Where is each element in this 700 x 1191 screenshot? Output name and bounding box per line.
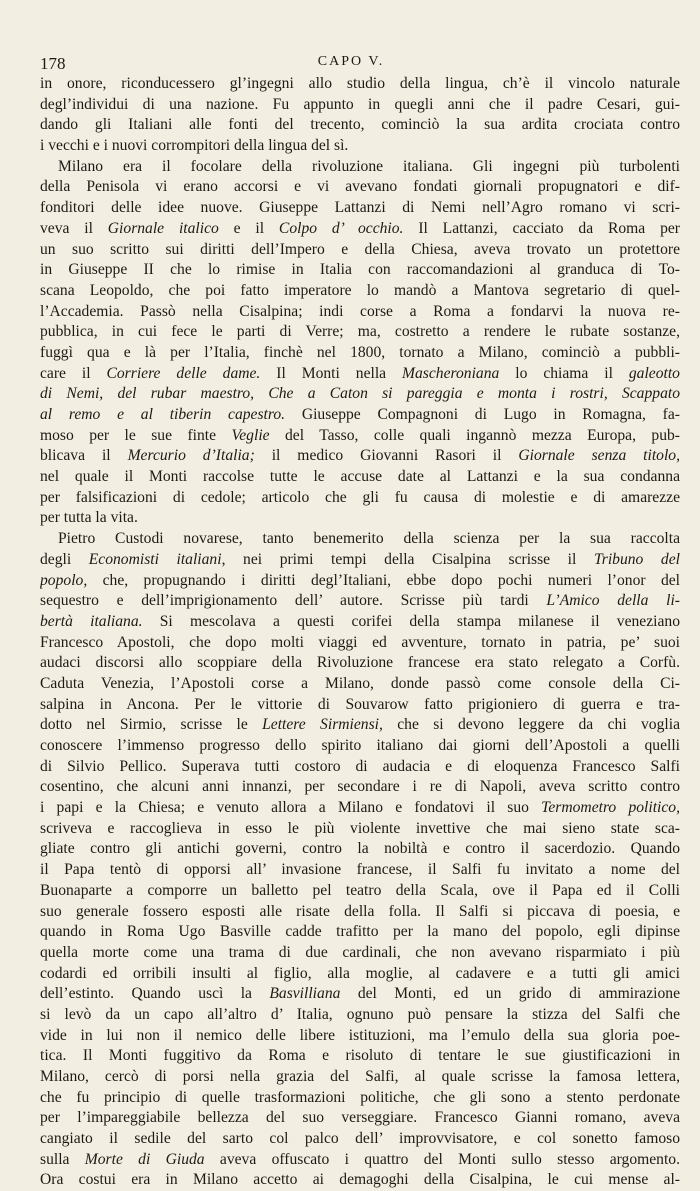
text-run: nel quale il Monti raccolse tutte le accuse date al Lattanzi e la sua condanna [40,468,680,486]
italic-title: L’Amico della li- [546,592,680,610]
text-run: tica. Il Monti fuggitivo da Roma e risoluto di tentare le sue giustificazioni in [40,1047,680,1065]
text-run: dotto nel Sirmio, scrisse le [40,716,263,734]
text-line [40,281,680,302]
text-line [40,177,680,198]
text-line [40,157,680,178]
text-line [40,219,680,240]
text-run: codardi ed orribili insulti al figlio, alla moglie, al cadavere e a tutti gli amici [40,964,680,982]
text-run: moso per le sue finte [40,426,232,444]
text-line [40,922,680,943]
chapter-title: CAPO V. [317,54,385,69]
italic-title: Mascheroniana [402,364,500,382]
text-line [40,1088,680,1109]
text-run: che fu principio di quelle trasformazioni politiche, che gli sono a stento perdonate [40,1088,680,1106]
text-run: Si mescolava a questi corifei della stampa milanese il veneziano [142,612,680,630]
text-run: del Tasso, colle quali ingannò mezza Europa, pub- [269,426,680,444]
text-line [40,902,680,923]
text-line [40,240,680,261]
text-run: Francesco Apostoli, che dopo molti viaggi ed avventure, tornato in patria, pe’ suoi [40,633,680,651]
text-line [40,322,680,343]
italic-title: Giornale senza titolo, [518,447,680,465]
text-line [40,1129,680,1150]
text-run: gliate contro gli antichi governi, contro la nobiltà e contro il sacerdozio. Quando [40,840,680,858]
text-run: per l’impareggiabile bellezza del suo verseggiare. Francesco Gianni romano, aveva [40,1109,680,1127]
text-run: Il Monti nella [260,364,403,382]
text-line [40,488,680,509]
text-run: scriveva e raccoglieva in esso le più violente invettive che mai sieno state sca- [40,819,680,837]
italic-title: di Nemi, del rubar maestro, Che a Caton si pareggia e monta i rostri, Scappato [40,385,680,403]
text-run: che, propugnando i diritti degl’Italiani, ebbe dopo pochi numeri l’onor del [87,571,680,589]
text-run: Milano, cercò di porsi nella grazia del Salfi, al quale scrisse la famosa lettera, [40,1068,680,1085]
text-line [40,964,680,985]
text-run: sequestro e dell’imprigionamento dell’ autore. Scrisse più tardi [40,592,547,610]
text-line [40,1170,680,1191]
text-run: si levò da un capo all’altro d’ Italia, ognuno può pensare la stizza del Salfi che [40,1005,680,1023]
text-run: l’Accademia. Passò nella Cisalpina; indi corse a Roma a fondarvi la nuova re- [40,302,680,320]
italic-title: Tribuno del [593,550,680,568]
italic-title: Mercurio d’Italia; [127,447,255,465]
text-run: quando in Roma Ugo Basville cadde trafitto per la mano del popolo, egli dipinse [40,923,680,941]
text-line [40,736,680,757]
text-line [40,508,680,529]
text-line [40,384,680,405]
text-run: in Giuseppe II che lo rimise in Italia con raccomandazioni al granduca di To- [40,261,680,279]
text-run: fonditori delle idee nuove. Giuseppe Lattanzi di Nemi nell’Agro romano vi scri- [40,199,680,217]
text-line [40,571,680,592]
text-run: di Silvio Pellico. Superava tutti costoro di audacia e di eloquenza Francesco Salfi [40,757,680,775]
text-line [40,819,680,840]
text-line [40,426,680,447]
text-line [40,1046,680,1067]
text-run: per tutta la vita. [40,509,138,527]
text-run: pubblica, in cui fece le parti di Verre; ma, costretto a rendere le rubate sostanze, [40,323,680,341]
text-line [40,550,680,571]
page-number: 178 [40,54,66,73]
italic-title: galeotto [628,364,680,382]
text-line [40,1026,680,1047]
text-run: Buonaparte a comporre un balletto pel teatro della Scala, ove il Papa ed il Colli [40,881,680,899]
text-line [40,74,680,95]
text-run: quella morte come una trama di due cardinali, che non avevano risparmiato i più [40,943,680,961]
text-line [40,633,680,654]
text-line [40,777,680,798]
italic-title: Giornale italico [107,219,219,237]
text-run: dando gli Italiani alle fonti del trecento, cominciò la sua ardita crociata contro [40,116,680,134]
text-line [40,198,680,219]
text-line [40,529,680,550]
text-line [40,446,680,467]
text-run: veva il [40,219,108,237]
running-header [40,54,662,76]
text-line [40,881,680,902]
italic-title: bertà italiana. [40,612,143,630]
text-run: degli [40,550,89,568]
italic-title: Corriere delle dame. [106,364,261,382]
text-run: Caduta Venezia, l’Apostoli corse a Milano, donde passò come console della Ci- [40,674,680,692]
italic-title: Morte di Giuda [84,1150,205,1168]
text-run: Pietro Custodi novarese, tanto benemerito della scienza per la sua raccolta [58,530,680,548]
text-run: in onore, riconducessero gl’ingegni allo studio della lingua, ch’è il vincolo naturale [40,75,680,92]
text-line [40,343,680,364]
text-run: il medico Giovanni Rasori il [254,447,519,465]
text-line [40,715,680,736]
text-line [40,467,680,488]
text-line [40,95,680,116]
text-line [40,943,680,964]
body-text [40,74,680,1191]
text-line [40,757,680,778]
text-run: sulla [40,1150,85,1168]
italic-title: popolo, [40,571,88,589]
text-run: Milano era il focolare della rivoluzione italiana. Gli ingegni più turbolenti [58,157,680,175]
text-run: cosentino, che alcuni anni innanzi, per secondare i re di Napoli, aveva scritto contro [40,778,680,796]
text-run: conoscere l’immenso progresso dello spirito italiano dai giorni dell’Apostoli a quelli [40,737,680,754]
text-run: scana Leopoldo, che poi fatto imperatore lo mandò a Mantova segretario di quel- [40,281,680,299]
text-line [40,364,680,385]
text-line [40,591,680,612]
text-line [40,405,680,426]
text-run: vide in lui non il nemico delle libere istituzioni, ma l’emulo della sua gloria poe- [40,1026,680,1044]
text-line [40,798,680,819]
text-run: fuggì qua e là per l’Italia, finchè nel 1800, tornato a Milano, cominciò a pubbli- [40,343,680,361]
text-run: e il [218,219,279,237]
text-run: care il [40,364,107,382]
text-run: salpina in Ancona. Per le vittorie di Souvarow fatto prigioniero di guerra e tra- [40,695,680,713]
text-run: che si devono leggere da chi voglia [382,716,680,734]
text-run: il Papa tentò di opporsi all’ invasione francese, il Salfi fu invitato a nome del [40,861,680,879]
text-run: audaci discorsi allo scoppiare della Rivoluzione francese era stato relegato a Corfù. [40,654,680,672]
italic-title: Colpo d’ occhio. [278,219,404,237]
italic-title: Lettere Sirmiensi, [262,716,383,734]
text-run: Giuseppe Compagnoni di Lugo in Romagna, fa- [285,406,680,423]
text-line [40,695,680,716]
text-run: blicava il [40,447,128,465]
text-run: lo chiama il [499,364,629,382]
text-line [40,302,680,323]
text-run: un suo scritto sui diritti dell’Impero e della Chiesa, aveva trovato un protettore [40,240,680,258]
text-run: della Penisola vi erano accorsi e vi avevano fondati giornali propugnatori e dif- [40,178,680,196]
text-run: dell’estinto. Quando uscì la [40,985,270,1003]
text-run: aveva offuscato i quattro del Monti sullo stesso argomento. [204,1150,680,1168]
text-line [40,612,680,633]
text-line [40,1150,680,1171]
text-line [40,136,680,157]
text-line [40,860,680,881]
text-line [40,115,680,136]
text-line [40,1067,680,1088]
text-run: , nei primi tempi della Cisalpina scrisse il [221,550,594,568]
text-run: suo generale fossero esposti alle risate della folla. Il Salfi si piccava di poesia, e [40,902,680,920]
text-line [40,1005,680,1026]
text-run: per falsificazioni di cedole; articolo che gli fu causa di molestie e di amarezze [40,488,680,506]
text-run: degl’individui di una nazione. Fu appunto in quegli anni che il padre Cesari, gui- [40,95,680,113]
text-line [40,653,680,674]
text-line [40,1108,680,1129]
text-run: i vecchi e i nuovi corrompitori della lingua del sì. [40,137,349,155]
text-run: Ora costui era in Milano accetto ai demagoghi della Cisalpina, le cui mense al- [40,1171,680,1189]
text-run: i papi e la Chiesa; e venuto allora a Milano e fondatovi il suo [40,799,542,817]
text-line [40,839,680,860]
italic-title: Termometro politico, [541,799,680,817]
text-run: cangiato il sedile del sarto col palco dell’ improvvisatore, e col sonetto famoso [40,1130,680,1148]
italic-title: Veglie [231,426,270,444]
text-run: Il Lattanzi, cacciato da Roma per [403,219,680,237]
text-line [40,674,680,695]
italic-title: al remo e al tiberin capestro. [40,406,286,423]
text-line [40,260,680,281]
italic-title: Economisti italiani [88,550,222,568]
text-line [40,984,680,1005]
italic-title: Basvilliana [269,985,341,1003]
text-run: del Monti, ed un grido di ammirazione [340,985,680,1003]
